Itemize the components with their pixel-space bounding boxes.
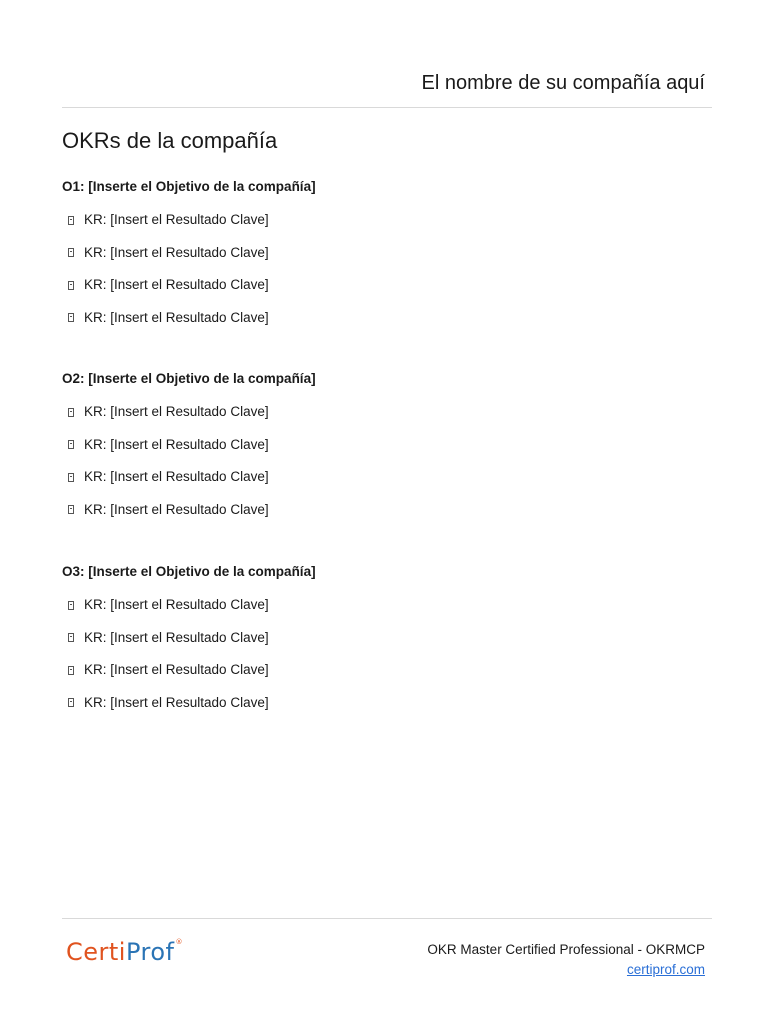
bullet-icon	[68, 505, 74, 514]
key-result-list	[62, 210, 712, 328]
key-result-text: KR: [Insert el Resultado Clave]	[84, 404, 269, 419]
key-result-item	[62, 210, 712, 230]
key-result-item	[62, 275, 712, 295]
bullet-icon	[68, 440, 74, 449]
key-result-item	[62, 402, 712, 422]
key-result-text: KR: [Insert el Resultado Clave]	[84, 244, 269, 260]
bullet-icon	[68, 281, 74, 290]
registered-mark: ®	[175, 938, 183, 946]
bullet-icon	[68, 633, 74, 642]
key-result-text: KR: [Insert el Resultado Clave]	[84, 629, 269, 645]
logo-text-prof: Prof	[125, 938, 175, 966]
bullet-icon	[68, 698, 74, 707]
key-result-item	[62, 435, 712, 455]
key-result-item	[62, 628, 712, 648]
key-result-list	[62, 402, 712, 520]
key-result-text: KR: [Insert el Resultado Clave]	[84, 469, 269, 484]
certiprof-link[interactable]: certiprof.com	[626, 962, 705, 977]
objective-1	[62, 177, 712, 340]
footer-divider	[62, 918, 712, 919]
bullet-icon	[68, 408, 74, 417]
key-result-text: KR: [Insert el Resultado Clave]	[84, 436, 269, 452]
key-result-item	[62, 467, 712, 487]
page-title: OKRs de la compañía	[62, 128, 278, 153]
key-result-item	[62, 595, 712, 615]
key-result-text: KR: [Insert el Resultado Clave]	[84, 694, 269, 710]
logo-text-certi: Certi	[66, 938, 126, 966]
objective-2	[62, 369, 712, 532]
objective-title: O3: [Inserte el Objetivo de la compañía]	[62, 564, 316, 579]
bullet-icon	[68, 248, 74, 257]
objective-3	[62, 562, 712, 725]
key-result-item	[62, 693, 712, 713]
key-result-text: KR: [Insert el Resultado Clave]	[84, 597, 269, 612]
key-result-text: KR: [Insert el Resultado Clave]	[84, 309, 269, 325]
footer-info	[427, 940, 705, 980]
key-result-text: KR: [Insert el Resultado Clave]	[84, 212, 269, 227]
key-result-text: KR: [Insert el Resultado Clave]	[84, 662, 269, 677]
header-divider	[62, 107, 712, 108]
bullet-icon	[68, 601, 74, 610]
key-result-list	[62, 595, 712, 713]
bullet-icon	[68, 216, 74, 225]
key-result-item	[62, 308, 712, 328]
certification-name: OKR Master Certified Professional - OKRMCP	[427, 942, 705, 957]
key-result-text: KR: [Insert el Resultado Clave]	[84, 277, 269, 292]
key-result-text: KR: [Insert el Resultado Clave]	[84, 501, 269, 517]
bullet-icon	[68, 666, 74, 675]
objective-title: O1: [Inserte el Objetivo de la compañía]	[62, 179, 316, 194]
key-result-item	[62, 500, 712, 520]
key-result-item	[62, 660, 712, 680]
company-name: El nombre de su compañía aquí	[421, 72, 705, 94]
bullet-icon	[68, 473, 74, 482]
key-result-item	[62, 243, 712, 263]
bullet-icon	[68, 313, 74, 322]
certiprof-logo	[66, 938, 183, 966]
objective-title: O2: [Inserte el Objetivo de la compañía]	[62, 371, 316, 386]
